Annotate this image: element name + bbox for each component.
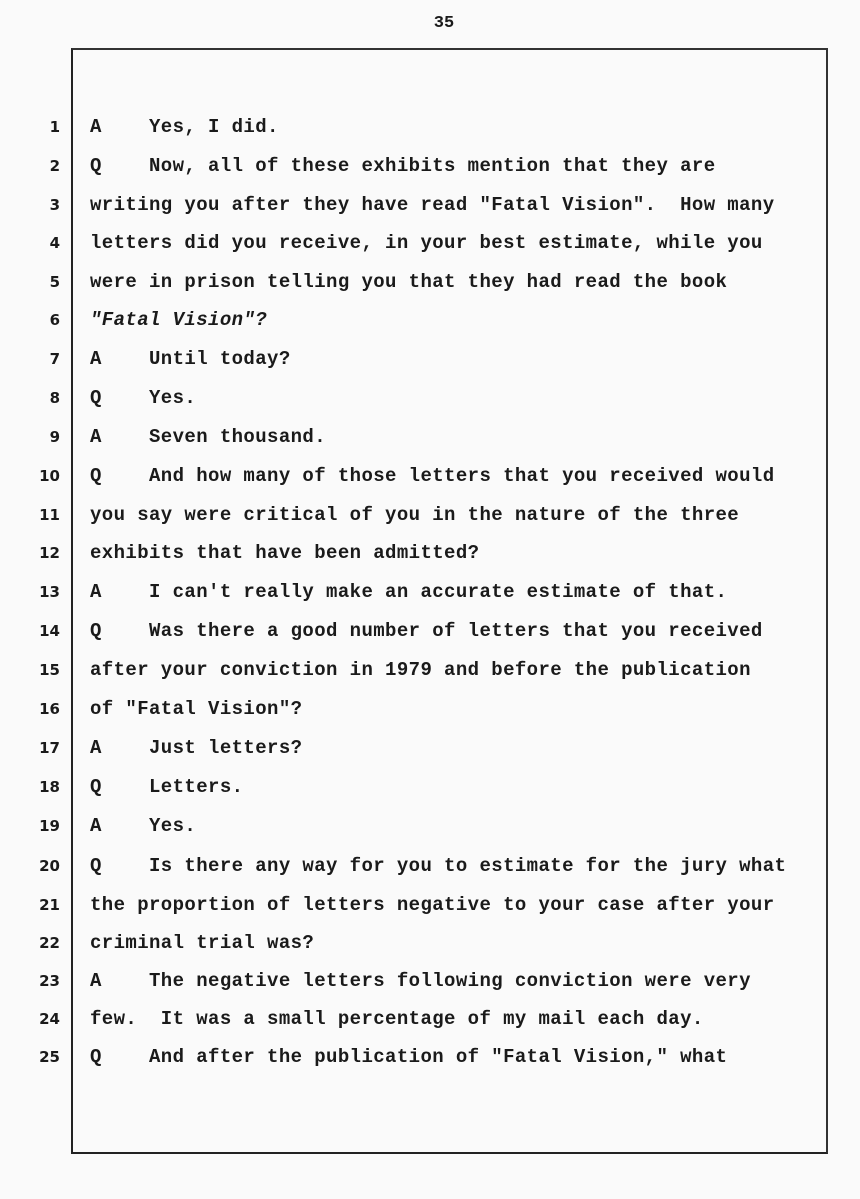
transcript-line	[0, 194, 860, 233]
transcript-line	[0, 271, 860, 310]
line-number: 12	[39, 544, 60, 562]
line-number: 4	[49, 234, 60, 252]
line-number: 16	[39, 700, 60, 718]
line-number: 21	[39, 896, 60, 914]
line-number: 20	[39, 857, 60, 875]
transcript-line	[0, 504, 860, 543]
transcript-line	[0, 1008, 860, 1047]
transcript-line	[0, 776, 860, 815]
line-number: 1	[49, 118, 60, 136]
line-text: Q And after the publication of "Fatal Vision," what	[90, 1046, 728, 1068]
line-number: 2	[49, 157, 60, 175]
line-text: Q And how many of those letters that you received would	[90, 465, 775, 487]
transcript-line	[0, 659, 860, 698]
line-text: A The negative letters following conviction were very	[90, 970, 751, 992]
line-text: A Until today?	[90, 348, 291, 370]
transcript-line	[0, 932, 860, 971]
line-number: 23	[39, 972, 60, 990]
line-text: criminal trial was?	[90, 932, 315, 954]
line-number: 6	[49, 311, 60, 329]
line-text: Q Is there any way for you to estimate for the jury what	[90, 855, 787, 877]
line-text: Q Letters.	[90, 776, 244, 798]
line-text: were in prison telling you that they had read the book	[90, 271, 728, 293]
line-text: few. It was a small percentage of my mail each day.	[90, 1008, 704, 1030]
line-text: Q Now, all of these exhibits mention that they are	[90, 155, 716, 177]
line-number: 3	[49, 196, 60, 214]
line-text: Q Was there a good number of letters that you received	[90, 620, 763, 642]
transcript-line	[0, 970, 860, 1009]
line-text: you say were critical of you in the nature of the three	[90, 504, 740, 526]
transcript-line	[0, 855, 860, 894]
line-text: A Just letters?	[90, 737, 303, 759]
line-number: 13	[39, 583, 60, 601]
line-text: the proportion of letters negative to your case after your	[90, 894, 775, 916]
line-number: 14	[39, 622, 60, 640]
line-number: 25	[39, 1048, 60, 1066]
transcript-line	[0, 815, 860, 854]
line-text: of "Fatal Vision"?	[90, 698, 303, 720]
line-text: exhibits that have been admitted?	[90, 542, 480, 564]
transcript-line	[0, 894, 860, 933]
line-text: A Yes, I did.	[90, 116, 279, 138]
transcript-line	[0, 309, 860, 348]
transcript-line	[0, 348, 860, 387]
line-text: A I can't really make an accurate estimate of that.	[90, 581, 728, 603]
transcript-line	[0, 116, 860, 155]
line-text: A Seven thousand.	[90, 426, 327, 448]
transcript-line	[0, 155, 860, 194]
line-number: 15	[39, 661, 60, 679]
line-text: Q Yes.	[90, 387, 197, 409]
line-number: 9	[49, 428, 60, 446]
transcript-line	[0, 542, 860, 581]
transcript-line	[0, 465, 860, 504]
line-text: "Fatal Vision"?	[90, 309, 268, 331]
line-number: 10	[39, 467, 60, 485]
line-text: after your conviction in 1979 and before the publication	[90, 659, 751, 681]
line-number: 7	[49, 350, 60, 368]
page-number: 35	[433, 14, 455, 33]
transcript-line	[0, 232, 860, 271]
line-number: 11	[39, 506, 60, 524]
transcript-line	[0, 387, 860, 426]
transcript-line	[0, 698, 860, 737]
line-number: 24	[39, 1010, 60, 1028]
transcript-line	[0, 426, 860, 465]
line-text: letters did you receive, in your best estimate, while you	[90, 232, 763, 254]
line-number: 8	[49, 389, 60, 407]
line-number: 22	[39, 934, 60, 952]
transcript-line	[0, 620, 860, 659]
transcript-line	[0, 581, 860, 620]
line-number: 18	[39, 778, 60, 796]
line-number: 5	[49, 273, 60, 291]
line-text: writing you after they have read "Fatal Vision". How many	[90, 194, 775, 216]
line-number: 17	[39, 739, 60, 757]
line-number: 19	[39, 817, 60, 835]
transcript-line	[0, 1046, 860, 1085]
transcript-line	[0, 737, 860, 776]
line-text: A Yes.	[90, 815, 197, 837]
